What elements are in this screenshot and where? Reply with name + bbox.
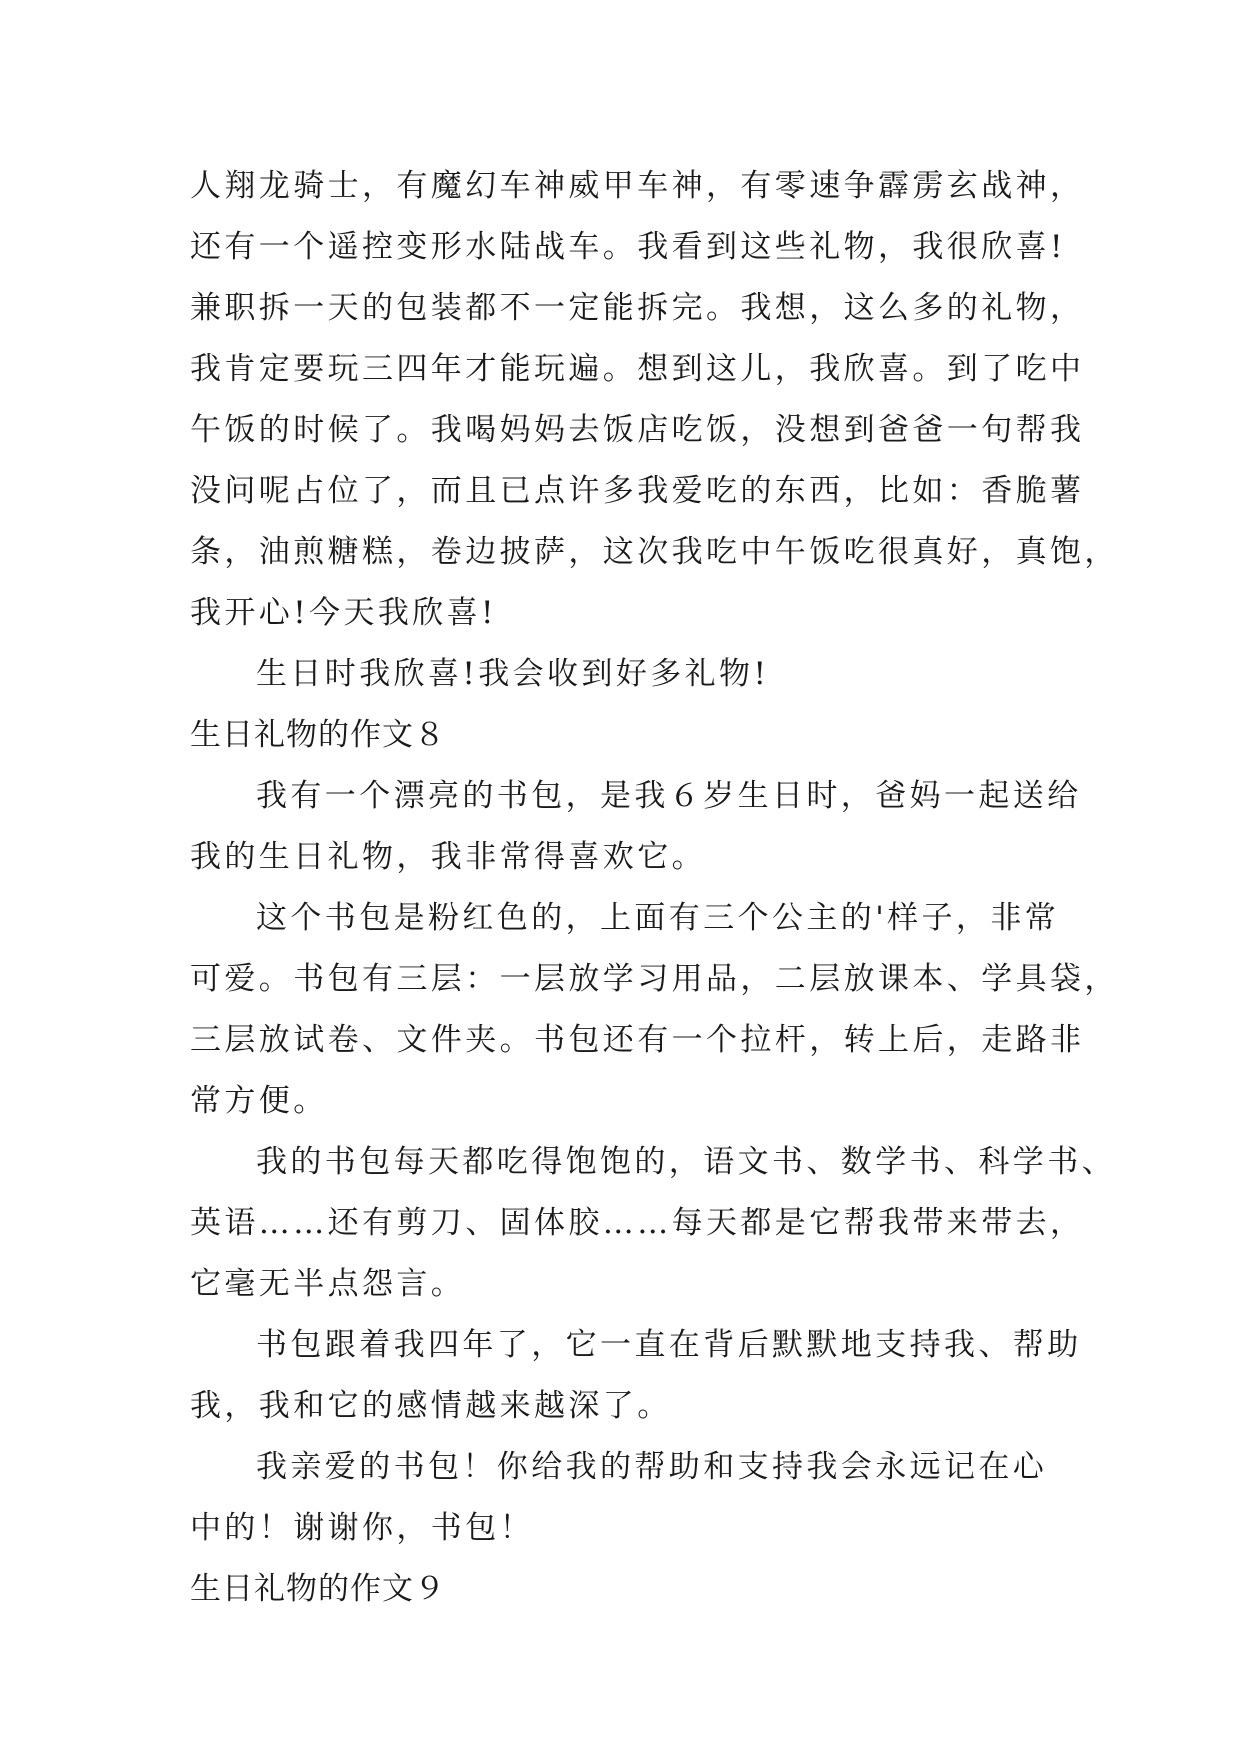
document-page: [190, 156, 1119, 1620]
paragraph-first-line: 我的书包每天都吃得饱饱的，语文书、数学书、科学书、: [256, 1144, 1116, 1180]
section-heading: 生日礼物的作文８: [190, 717, 446, 753]
text-line: 条，油煎糖糕，卷边披萨，这次我吃中午饭吃很真好，真饱，: [190, 534, 1119, 570]
text-line: 中的！谢谢你，书包！: [190, 1510, 534, 1546]
text-line: 没问呢占位了，而且已点许多我爱吃的东西，比如：香脆薯: [190, 473, 1085, 509]
text-line: 英语……还有剪刀、固体胶……每天都是它帮我带来带去，: [190, 1205, 1085, 1241]
text-line: 午饭的时候了。我喝妈妈去饭店吃饭，没想到爸爸一句帮我: [190, 412, 1085, 448]
text-line: 三层放试卷、文件夹。书包还有一个拉杆，转上后，走路非: [190, 1022, 1085, 1058]
text-line: 我开心!今天我欣喜!: [190, 595, 497, 631]
text-line: 它毫无半点怨言。: [190, 1266, 466, 1302]
paragraph-first-line: 我有一个漂亮的书包，是我６岁生日时，爸妈一起送给: [256, 778, 1082, 814]
paragraph-first-line: 书包跟着我四年了，它一直在背后默默地支持我、帮助: [256, 1327, 1082, 1363]
text-line: 我肯定要玩三四年才能玩遍。想到这儿，我欣喜。到了吃中: [190, 351, 1085, 387]
paragraph-first-line: 生日时我欣喜!我会收到好多礼物!: [256, 656, 770, 692]
text-line: 还有一个遥控变形水陆战车。我看到这些礼物，我很欣喜!: [190, 229, 1066, 265]
paragraph-first-line: 这个书包是粉红色的，上面有三个公主的'样子，非常: [256, 900, 1060, 936]
text-line: 常方便。: [190, 1083, 328, 1119]
section-heading: 生日礼物的作文９: [190, 1571, 446, 1607]
text-line: 可爱。书包有三层：一层放学习用品，二层放课本、学具袋，: [190, 961, 1119, 997]
paragraph-first-line: 我亲爱的书包！你给我的帮助和支持我会永远记在心: [256, 1449, 1048, 1485]
text-line: 人翔龙骑士，有魔幻车神威甲车神，有零速争霹雳玄战神，: [190, 168, 1085, 204]
text-line: 我，我和它的感情越来越深了。: [190, 1388, 672, 1424]
text-line: 我的生日礼物，我非常得喜欢它。: [190, 839, 706, 875]
text-line: 兼职拆一天的包装都不一定能拆完。我想，这么多的礼物，: [190, 290, 1085, 326]
